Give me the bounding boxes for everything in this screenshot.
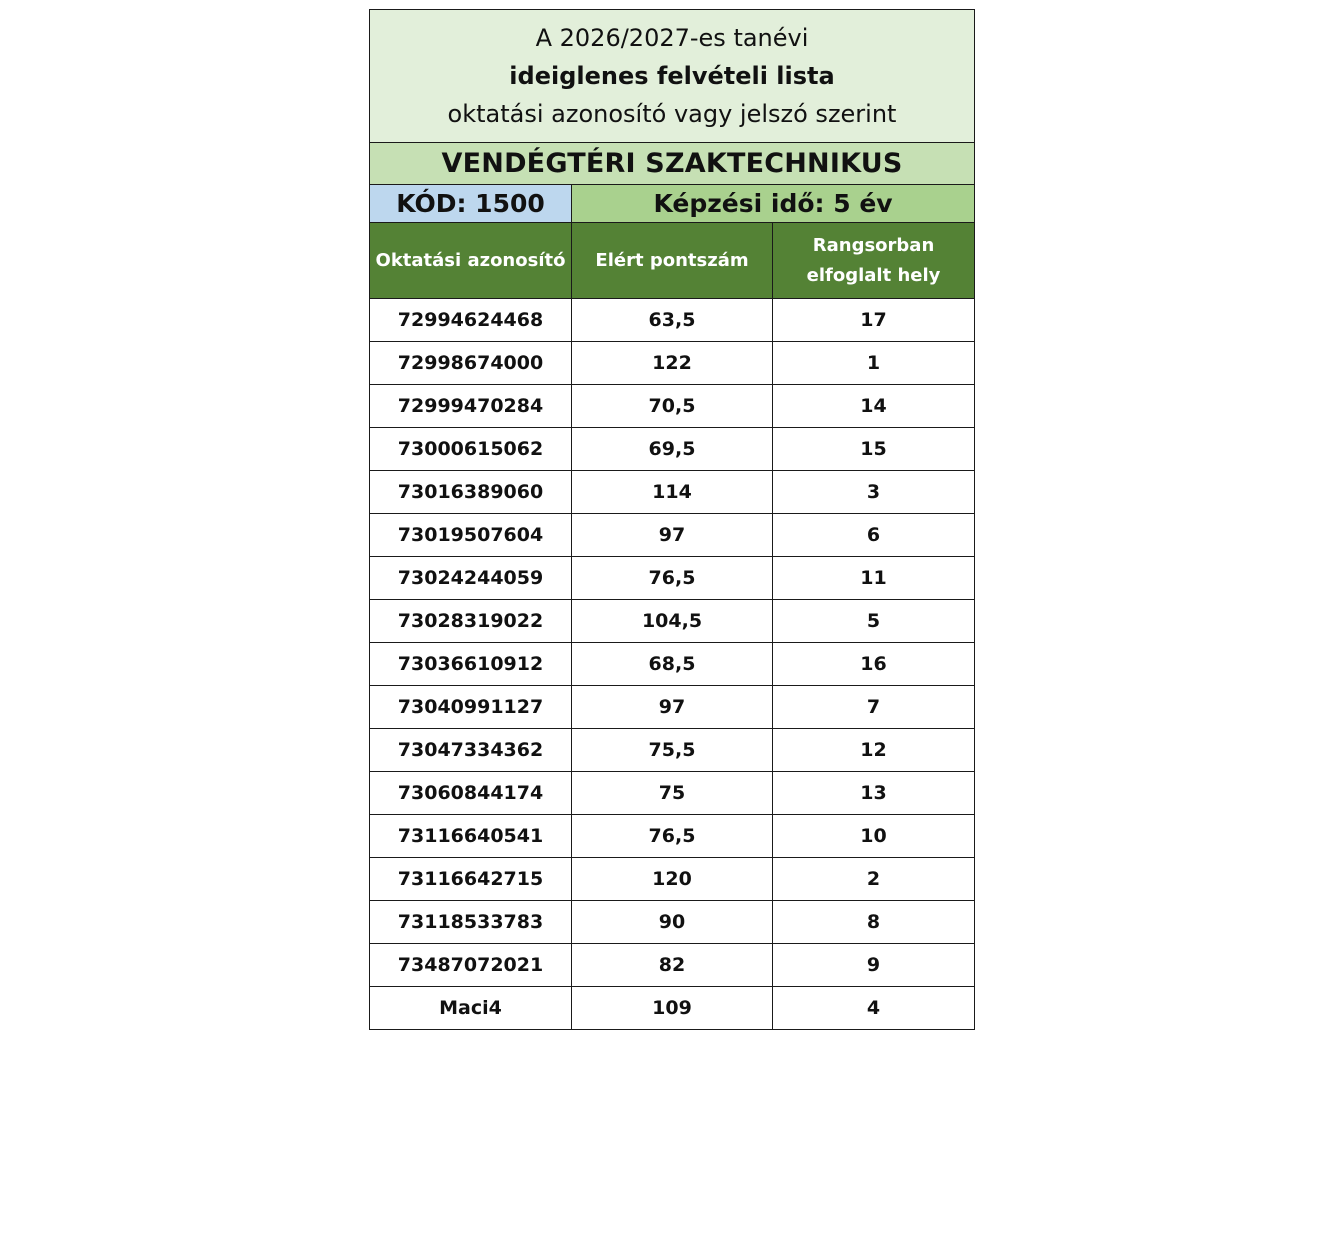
cell-id: 73028319022 <box>370 600 572 643</box>
cell-id: 73060844174 <box>370 772 572 815</box>
column-header-rank <box>773 223 975 299</box>
cell-rank: 6 <box>773 514 975 557</box>
table-row <box>370 729 975 772</box>
table-row <box>370 944 975 987</box>
cell-rank: 16 <box>773 643 975 686</box>
cell-score: 114 <box>572 471 773 514</box>
cell-rank: 17 <box>773 299 975 342</box>
cell-id: Maci4 <box>370 987 572 1030</box>
cell-id: 73019507604 <box>370 514 572 557</box>
cell-rank: 13 <box>773 772 975 815</box>
cell-score: 120 <box>572 858 773 901</box>
column-header-row <box>370 223 975 299</box>
cell-score: 76,5 <box>572 815 773 858</box>
cell-rank: 8 <box>773 901 975 944</box>
table-row <box>370 600 975 643</box>
cell-score: 70,5 <box>572 385 773 428</box>
cell-id: 73040991127 <box>370 686 572 729</box>
cell-id: 73116642715 <box>370 858 572 901</box>
title-line-2: ideiglenes felvételi lista <box>509 62 835 90</box>
cell-id: 73000615062 <box>370 428 572 471</box>
cell-score: 104,5 <box>572 600 773 643</box>
cell-score: 76,5 <box>572 557 773 600</box>
table-row <box>370 428 975 471</box>
cell-rank: 9 <box>773 944 975 987</box>
cell-score: 122 <box>572 342 773 385</box>
column-header-rank-line-1: Rangsorban <box>812 234 935 256</box>
cell-rank: 2 <box>773 858 975 901</box>
program-info-row <box>370 185 975 223</box>
cell-score: 75 <box>572 772 773 815</box>
cell-rank: 3 <box>773 471 975 514</box>
cell-rank: 5 <box>773 600 975 643</box>
cell-id: 73036610912 <box>370 643 572 686</box>
cell-rank: 4 <box>773 987 975 1030</box>
table-row <box>370 471 975 514</box>
program-code: KÓD: 1500 <box>370 185 572 223</box>
table-row <box>370 686 975 729</box>
table-row <box>370 514 975 557</box>
cell-score: 97 <box>572 514 773 557</box>
program-duration: Képzési idő: 5 év <box>572 185 975 223</box>
cell-score: 109 <box>572 987 773 1030</box>
cell-rank: 15 <box>773 428 975 471</box>
cell-id: 72998674000 <box>370 342 572 385</box>
cell-id: 73118533783 <box>370 901 572 944</box>
table-row <box>370 772 975 815</box>
table-row <box>370 987 975 1030</box>
cell-score: 69,5 <box>572 428 773 471</box>
cell-score: 68,5 <box>572 643 773 686</box>
table-row <box>370 643 975 686</box>
cell-score: 63,5 <box>572 299 773 342</box>
table-row <box>370 815 975 858</box>
title-line-3: oktatási azonosító vagy jelszó szerint <box>447 100 897 128</box>
cell-id: 73116640541 <box>370 815 572 858</box>
column-header-id: Oktatási azonosító <box>370 223 572 299</box>
admission-list-table <box>369 9 975 1030</box>
list-title <box>370 10 975 143</box>
column-header-score: Elért pontszám <box>572 223 773 299</box>
program-name: VENDÉGTÉRI SZAKTECHNIKUS <box>370 143 975 185</box>
table-row <box>370 557 975 600</box>
cell-score: 82 <box>572 944 773 987</box>
table-row <box>370 342 975 385</box>
title-line-1: A 2026/2027-es tanévi <box>535 24 809 52</box>
admission-list-body <box>370 10 975 1030</box>
cell-rank: 7 <box>773 686 975 729</box>
cell-id: 73024244059 <box>370 557 572 600</box>
cell-id: 72999470284 <box>370 385 572 428</box>
cell-score: 97 <box>572 686 773 729</box>
title-row <box>370 10 975 143</box>
cell-rank: 11 <box>773 557 975 600</box>
table-row <box>370 858 975 901</box>
table-row <box>370 901 975 944</box>
cell-rank: 14 <box>773 385 975 428</box>
cell-rank: 10 <box>773 815 975 858</box>
cell-id: 73487072021 <box>370 944 572 987</box>
cell-rank: 12 <box>773 729 975 772</box>
cell-id: 73016389060 <box>370 471 572 514</box>
cell-id: 72994624468 <box>370 299 572 342</box>
table-row <box>370 385 975 428</box>
cell-score: 90 <box>572 901 773 944</box>
table-row <box>370 299 975 342</box>
cell-score: 75,5 <box>572 729 773 772</box>
cell-id: 73047334362 <box>370 729 572 772</box>
column-header-rank-line-2: elfoglalt hely <box>806 264 941 286</box>
program-row <box>370 143 975 185</box>
cell-rank: 1 <box>773 342 975 385</box>
